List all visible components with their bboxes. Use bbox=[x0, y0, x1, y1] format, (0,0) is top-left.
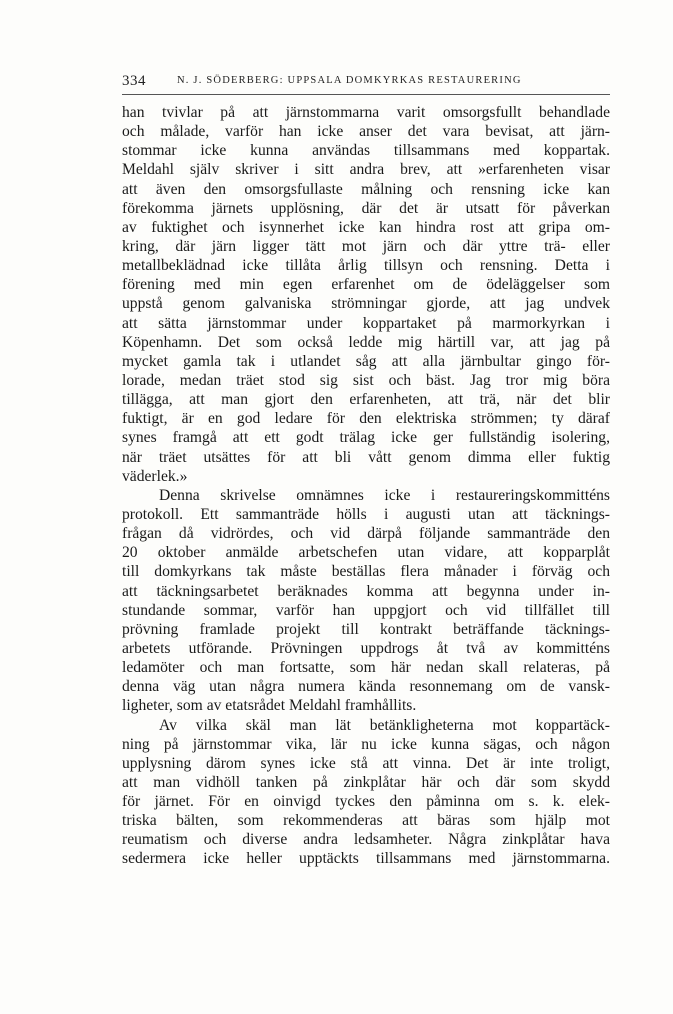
text-line: stundande sommar, varför han uppgjort och vid tillfället till bbox=[122, 601, 610, 619]
text-line: synes framgå att ett godt trälag icke ger fullständig isolering, bbox=[122, 429, 610, 447]
text-line: för järnet. För en oinvigd tyckes den påminna om s. k. elek- bbox=[122, 793, 610, 811]
text-line: tillägga, att man gjort den erfarenheten, att trä, när det blir bbox=[122, 391, 610, 409]
text-line: frågan då vidrördes, och vid därpå följande sammanträde den bbox=[122, 525, 610, 543]
text-line: väderlek.» bbox=[122, 467, 188, 485]
text-line: Av vilka skäl man lät betänkligheterna mot koppartäck- bbox=[159, 716, 610, 734]
text-line: reumatism och diverse andra ledsamheter. Några zinkplåtar hava bbox=[122, 831, 610, 849]
text-line: ledamöter och man fortsatte, som här nedan skall relateras, på bbox=[122, 659, 610, 677]
text-line: Denna skrivelse omnämnes icke i restaureringskommitténs bbox=[159, 486, 610, 504]
text-line: ning på järnstommar vika, lär nu icke kunna sägas, och någon bbox=[122, 735, 610, 753]
text-line: Köpenhamn. Det som också ledde mig härtill var, att jag på bbox=[122, 333, 610, 351]
body-text bbox=[122, 103, 610, 869]
page-number: 334 bbox=[122, 73, 146, 89]
text-line: att sätta järnstommar under koppartaket på marmorkyrkan i bbox=[122, 314, 610, 332]
text-line: till domkyrkans tak måste beställas flera månader i förväg och bbox=[122, 563, 610, 581]
text-line: lorade, medan träet stod sig sist och bäst. Jag tror mig böra bbox=[122, 371, 610, 389]
text-line: 20 oktober anmälde arbetschefen utan vidare, att kopparplåt bbox=[122, 544, 610, 562]
text-line: när träet utsättes för att bli vått genom dimma eller fuktig bbox=[122, 448, 610, 466]
text-line: metallbeklädnad icke tillåta årlig tillsyn och rensning. Detta i bbox=[122, 257, 610, 275]
text-line: stommar icke kunna användas tillsammans med koppartak. bbox=[122, 142, 610, 160]
text-line: ligheter, som av etatsrådet Meldahl framhållits. bbox=[122, 697, 417, 715]
text-line: denna väg utan några numera kända resonnemang om de vansk- bbox=[122, 678, 610, 696]
text-line: kring, där järn ligger tätt mot järn och där yttre trä- eller bbox=[122, 237, 610, 255]
text-line: och målade, varför han icke anser det vara bevisat, att järn- bbox=[122, 123, 610, 141]
text-line: att man vidhöll tanken på zinkplåtar här och där som skydd bbox=[122, 773, 610, 791]
text-line: att även den omsorgsfullaste målning och rensning icke kan bbox=[122, 180, 610, 198]
text-line: protokoll. Ett sammanträde hölls i augusti utan att täcknings- bbox=[122, 505, 610, 523]
running-header bbox=[122, 72, 610, 95]
text-line: förekomma järnets upplösning, där det är utsatt för påverkan bbox=[122, 199, 610, 217]
text-line: att täckningsarbetet beräknades komma att begynna under in- bbox=[122, 582, 610, 600]
text-line: sedermera icke heller upptäckts tillsammans med järnstommarna. bbox=[122, 850, 610, 868]
text-line: av fuktighet och isynnerhet icke kan hindra rost att gripa om- bbox=[122, 218, 610, 236]
text-line: uppstå genom galvaniska strömningar gjorde, att jag undvek bbox=[122, 295, 610, 313]
running-title: N. J. SÖDERBERG: UPPSALA DOMKYRKAS RESTAURERING bbox=[177, 75, 522, 86]
text-line: prövning framlade projekt till kontrakt beträffande täcknings- bbox=[122, 620, 610, 638]
text-line: Meldahl själv skriver i sitt andra brev, att »erfarenheten visar bbox=[122, 161, 610, 179]
text-line: arbetets utförande. Prövningen uppdrogs åt två av kommitténs bbox=[122, 639, 610, 657]
text-line: triska bälten, som rekommenderas att bäras som hjälp mot bbox=[122, 812, 610, 830]
text-line: förening med min egen erfarenhet om de ödeläggelser som bbox=[122, 276, 610, 294]
text-line: mycket gamla tak i utlandet såg att alla järnbultar gingo för- bbox=[122, 352, 610, 370]
text-line: fuktigt, är en god ledare för den elektriska strömmen; ty däraf bbox=[122, 410, 610, 428]
text-line: han tvivlar på att järnstommarna varit omsorgsfullt behandlade bbox=[122, 104, 610, 121]
text-line: upplysning därom synes icke stå att vinna. Det är inte troligt, bbox=[122, 754, 610, 772]
